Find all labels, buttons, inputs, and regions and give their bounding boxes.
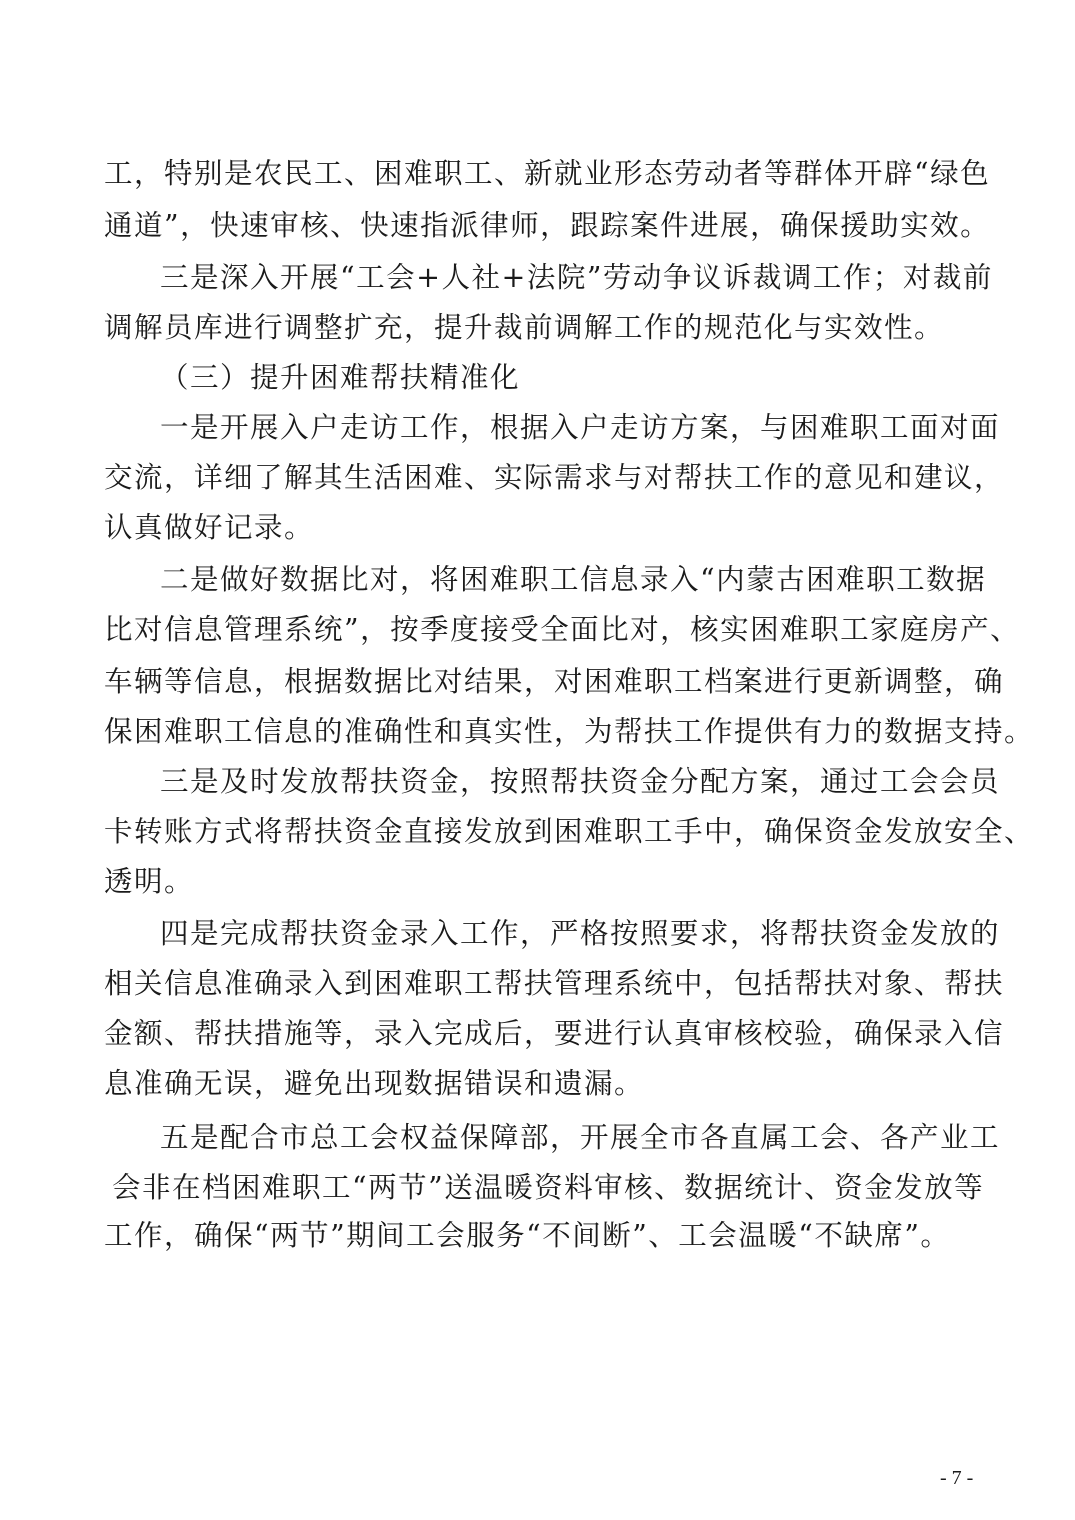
paragraph-line: 透明。 <box>104 865 195 898</box>
paragraph-line: 金额、帮扶措施等，录入完成后，要进行认真审核校验，确保录入信 <box>104 1017 1005 1050</box>
paragraph-line: 三是及时发放帮扶资金，按照帮扶资金分配方案，通过工会会员 <box>160 765 1001 798</box>
paragraph-line: 交流，详细了解其生活困难、实际需求与对帮扶工作的意见和建议， <box>104 461 1005 494</box>
paragraph-line: 息准确无误，避免出现数据错误和遗漏。 <box>104 1067 645 1100</box>
paragraph-line: 认真做好记录。 <box>104 511 315 544</box>
paragraph-line: 相关信息准确录入到困难职工帮扶管理系统中，包括帮扶对象、帮扶 <box>104 967 1005 1000</box>
paragraph-line: 三是深入开展“工会+人社+法院”劳动争议诉裁调工作；对裁前 <box>160 261 993 294</box>
paragraph-line: 车辆等信息，根据数据比对结果，对困难职工档案进行更新调整，确 <box>104 665 1005 698</box>
paragraph-line: 五是配合市总工会权益保障部，开展全市各直属工会、各产业工 <box>160 1121 1001 1154</box>
paragraph-line: 四是完成帮扶资金录入工作，严格按照要求，将帮扶资金发放的 <box>160 917 1001 950</box>
page-number: - 7 - <box>940 1467 974 1489</box>
paragraph-line: 通道”，快速审核、快速指派律师，跟踪案件进展，确保援助实效。 <box>104 209 991 242</box>
paragraph-line: 卡转账方式将帮扶资金直接发放到困难职工手中，确保资金发放安全、 <box>104 815 1035 848</box>
paragraph-line: 一是开展入户走访工作，根据入户走访方案，与困难职工面对面 <box>160 411 1001 444</box>
section-heading: （三）提升困难帮扶精准化 <box>160 361 521 394</box>
paragraph-line: 比对信息管理系统”，按季度接受全面比对，核实困难职工家庭房产、 <box>104 613 1021 646</box>
paragraph-line: 会非在档困难职工“两节”送温暖资料审核、数据统计、资金发放等 <box>112 1171 985 1204</box>
paragraph-line: 工作，确保“两节”期间工会服务“不间断”、工会温暖“不缺席”。 <box>104 1219 951 1252</box>
paragraph-line: 调解员库进行调整扩充，提升裁前调解工作的规范化与实效性。 <box>104 311 945 344</box>
paragraph-line: 二是做好数据比对，将困难职工信息录入“内蒙古困难职工数据 <box>160 563 987 596</box>
paragraph-line: 工，特别是农民工、困难职工、新就业形态劳动者等群体开辟“绿色 <box>104 157 991 190</box>
paragraph-line: 保困难职工信息的准确性和真实性，为帮扶工作提供有力的数据支持。 <box>104 715 1035 748</box>
